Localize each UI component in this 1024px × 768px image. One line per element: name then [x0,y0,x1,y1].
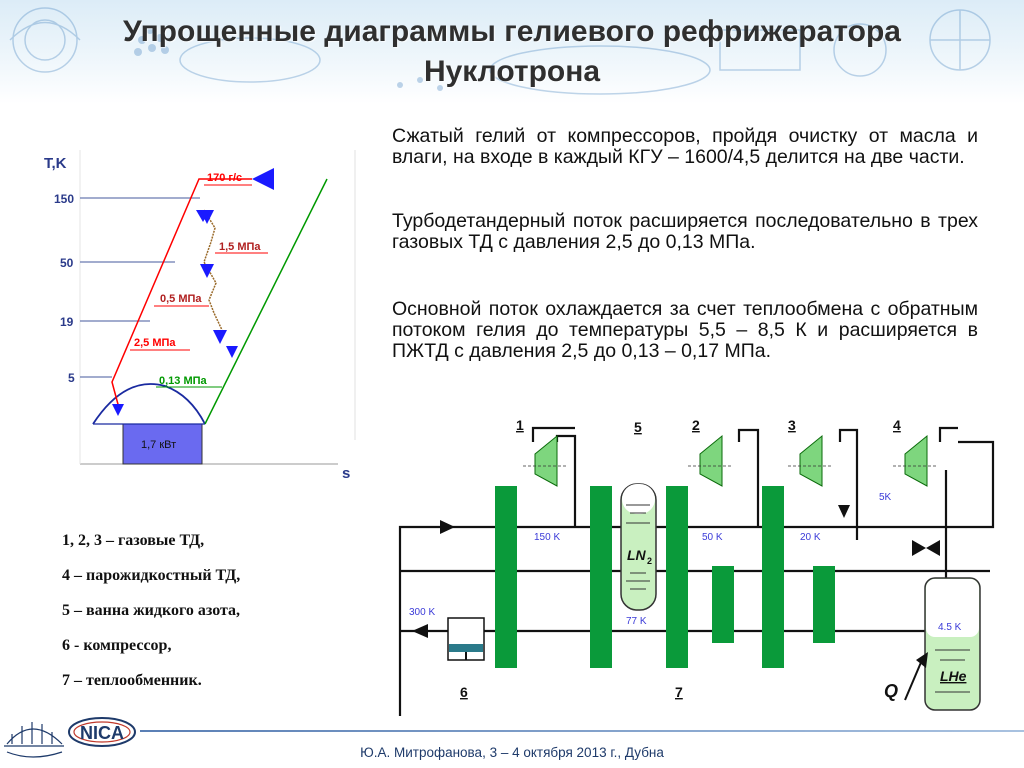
paragraph-compressed-helium: Сжатый гелий от компрессоров, пройдя очистку от масла и влаги, на входе в каждый КГУ – 1600/4,5 делится на две части. [392,125,978,168]
valve-icon [912,540,926,556]
y-tick-label: 50 [60,256,74,270]
footer-divider [140,730,1024,732]
process-scheme [395,410,1015,720]
lhe-label: LHe [940,668,967,684]
paragraph-turbine-flow: Турбодетандерный поток расширяется последовательно в трех газовых ТД с давления 2,5 до 0,13 МПа. [392,210,978,253]
turbine-icon [700,436,722,486]
legend [62,530,362,705]
footer-credit: Ю.А. Митрофанова, 3 – 4 октября 2013 г., Дубна [360,745,664,760]
arrow-icon [213,330,227,344]
component-number: 4 [893,417,901,433]
low-pressure-line [205,179,327,424]
pipework [400,428,993,716]
heat-exchanger-group [495,486,835,668]
flow-label: 170 г/с [207,172,243,184]
turbine-icon [800,436,822,486]
pressure-label: 0,5 МПа [160,293,202,305]
x-axis-label: s [342,465,351,482]
component-number: 1 [516,417,524,433]
ln2-subscript: 2 [647,556,653,566]
component-number: 6 [460,684,468,700]
temperature-label: 4.5 K [938,622,962,633]
y-tick-label: 150 [54,192,75,206]
paragraph-main-flow: Основной поток охлаждается за счет теплообмена с обратным потоком гелия до температуры 5,5 – 8,5 К и расширяется в ПЖТД с давления 2,5 до 0,13 – 0,17 МПа. [392,298,978,362]
nica-logo-text: NICA [80,723,124,743]
pressure-label: 2,5 МПа [134,337,176,349]
ln2-label: LN [627,547,646,563]
nica-logo [2,704,142,766]
turbine-icon [905,436,927,486]
arrow-icon [252,168,274,190]
arrow-icon [226,346,238,358]
pressure-label: 0,13 МПа [159,375,207,387]
component-number: 5 [634,419,642,435]
ts-diagram [38,130,368,490]
y-axis-label: T,K [44,155,67,172]
component-number: 3 [788,417,796,433]
legend-item: 4 – парожидкостный ТД, [62,567,241,584]
title-line-1: Упрощенные диаграммы гелиевого рефрижератора [123,15,901,48]
temperature-label: 50 K [702,532,723,543]
pressure-label: 1,5 МПа [219,241,261,253]
temperature-label: 300 K [409,607,436,618]
arrow-icon [112,404,124,416]
temperature-label: 20 K [800,532,821,543]
turbine-icon [535,436,557,486]
heat-label: Q [884,681,899,701]
page-title [0,12,1024,92]
y-tick-label: 19 [60,315,74,329]
legend-item: 1, 2, 3 – газовые ТД, [62,532,205,549]
temperature-label: 5K [879,492,892,503]
component-number: 2 [692,417,700,433]
component-number: 7 [675,684,683,700]
header-banner [0,0,1024,104]
legend-item: 7 – теплообменник. [62,672,202,689]
legend-item: 6 - компрессор, [62,637,172,654]
temperature-label: 77 K [626,616,647,627]
temperature-label: 150 K [534,532,561,543]
saturation-dome [93,384,205,424]
title-line-2: Нуклотрона [423,55,601,88]
power-label: 1,7 кВт [141,439,177,451]
legend-item: 5 – ванна жидкого азота, [62,602,241,619]
y-tick-label: 5 [68,371,75,385]
